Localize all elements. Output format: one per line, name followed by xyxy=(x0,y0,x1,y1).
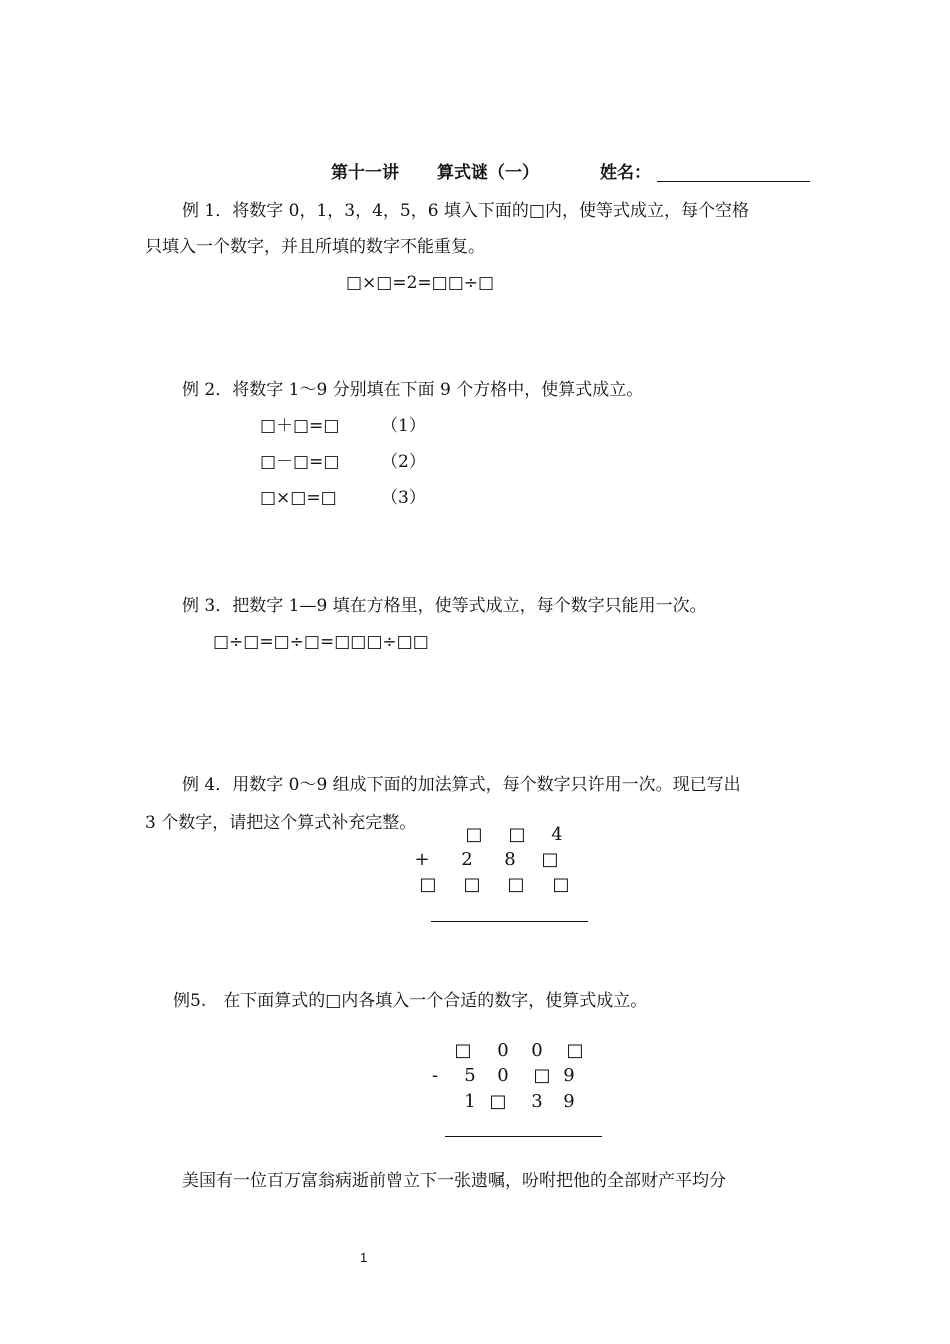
ex3-text-line1: 例 3．把数字 1—9 填在方格里，使等式成立，每个数字只能用一次。 xyxy=(182,596,707,616)
ex1-text-line2: 只填入一个数字，并且所填的数字不能重复。 xyxy=(145,237,485,257)
name-label: 姓名： xyxy=(600,163,651,183)
ex4-sum-rule xyxy=(431,921,588,922)
ex5-digit-cell: 1 xyxy=(464,1091,476,1112)
story-text: 美国有一位百万富翁病逝前曾立下一张遗嘱，吩咐把他的全部财产平均分 xyxy=(182,1171,726,1191)
ex1-text-line1: 例 1．将数字 0，1，3，4，5，6 填入下面的□内，使等式成立，每个空格 xyxy=(182,201,749,221)
ex5-digit-cell: 5 xyxy=(464,1065,476,1086)
ex2-equation-2: □－□=□ xyxy=(260,452,340,472)
ex4-digit-cell: □ xyxy=(463,874,481,895)
ex5-text-line1: 例5. 在下面算式的□内各填入一个合适的数字，使算式成立。 xyxy=(173,991,648,1011)
ex5-result-rule xyxy=(445,1136,602,1137)
ex4-digit-cell: 4 xyxy=(551,824,563,845)
ex5-digit-cell: □ xyxy=(533,1065,551,1086)
ex5-minus-sign: - xyxy=(431,1065,439,1086)
ex5-digit-cell: 9 xyxy=(563,1091,575,1112)
ex4-text-line2: 3 个数字，请把这个算式补充完整。 xyxy=(145,813,417,833)
ex2-equation-3: □×□=□ xyxy=(260,488,337,508)
ex4-digit-cell: 2 xyxy=(461,849,473,870)
name-blank-line xyxy=(657,181,810,182)
ex4-digit-cell: 8 xyxy=(504,849,516,870)
ex5-digit-cell: □ xyxy=(454,1040,472,1061)
ex4-digit-cell: □ xyxy=(507,874,525,895)
ex2-equation-1-number: （1） xyxy=(381,416,426,436)
ex2-equation-2-number: （2） xyxy=(381,452,426,472)
page-title: 算式谜（一） xyxy=(437,163,539,183)
ex4-digit-cell: □ xyxy=(541,849,559,870)
ex4-digit-cell: □ xyxy=(552,874,570,895)
ex4-digit-cell: □ xyxy=(508,824,526,845)
ex3-equation: □÷□=□÷□=□□□÷□□ xyxy=(213,632,429,652)
ex5-digit-cell: 0 xyxy=(497,1040,509,1061)
ex5-digit-cell: 3 xyxy=(531,1091,543,1112)
ex4-digit-cell: □ xyxy=(465,824,483,845)
ex5-digit-cell: 0 xyxy=(497,1065,509,1086)
lecture-number: 第十一讲 xyxy=(331,163,399,183)
ex1-equation: □×□=2=□□÷□ xyxy=(346,273,495,293)
ex4-digit-cell: □ xyxy=(419,874,437,895)
ex4-text-line1: 例 4．用数字 0～9 组成下面的加法算式，每个数字只许用一次。现已写出 xyxy=(182,775,741,795)
ex4-plus-sign: + xyxy=(414,849,430,870)
ex5-digit-cell: □ xyxy=(489,1091,507,1112)
ex5-digit-cell: 0 xyxy=(531,1040,543,1061)
ex5-digit-cell: □ xyxy=(566,1040,584,1061)
ex5-digit-cell: 9 xyxy=(563,1065,575,1086)
ex2-text-line1: 例 2．将数字 1～9 分别填在下面 9 个方格中，使算式成立。 xyxy=(182,380,644,400)
ex2-equation-3-number: （3） xyxy=(381,488,426,508)
ex2-equation-1: □＋□=□ xyxy=(260,416,340,436)
page-number: 1 xyxy=(360,1250,368,1265)
